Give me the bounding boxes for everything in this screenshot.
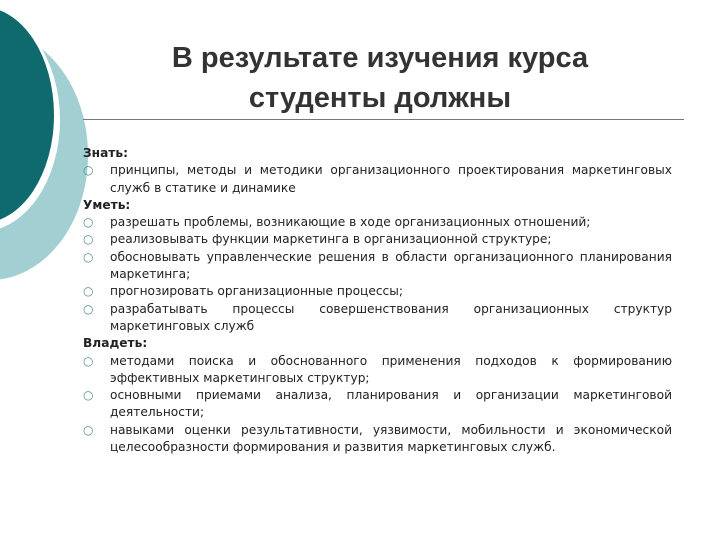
master-list	[83, 353, 672, 457]
title-divider	[83, 119, 684, 120]
bullet-icon: ○	[83, 249, 94, 264]
heading-know: Знать:	[83, 146, 128, 160]
bullet-icon: ○	[83, 301, 94, 316]
list-item: ○ методами поиска и обоснованного применения подходов к формированию эффективных маркетинговых структур;	[83, 353, 672, 385]
list-item: ○ основными приемами анализа, планирования и организации маркетинговой деятельности;	[83, 388, 672, 420]
bullet-icon: ○	[83, 422, 94, 437]
bullet-icon: ○	[83, 232, 94, 247]
list-item: ○ разрабатывать процессы совершенствования организационных структур маркетинговых служб	[83, 301, 672, 333]
bullet-icon: ○	[83, 163, 94, 178]
list-item: ○ разрешать проблемы, возникающие в ходе организационных отношений;	[83, 214, 672, 231]
bullet-icon: ○	[83, 353, 94, 368]
list-item: ○ обосновывать управленческие решения в области организационного планирования маркетинга;	[83, 249, 672, 282]
list-item: ○ принципы, методы и методики организационного проектирования маркетинговых служб в статике и динамике	[83, 163, 672, 195]
can-list	[83, 214, 672, 335]
list-item: ○ реализовывать функции маркетинга в организационной структуре;	[83, 231, 672, 248]
bullet-icon: ○	[83, 215, 94, 230]
title-line-1: В результате изучения курса	[171, 42, 589, 74]
slide-body	[83, 145, 672, 456]
title-line-2: студенты должны	[248, 82, 512, 114]
list-item: ○ прогнозировать организационные процессы;	[83, 283, 672, 300]
list-item: ○ навыками оценки результативности, уязвимости, мобильности и экономической целесообразности формирования и развития маркетинговых служб.	[83, 422, 672, 455]
bullet-icon: ○	[83, 284, 94, 299]
heading-master: Владеть:	[83, 336, 148, 351]
know-list	[83, 162, 672, 197]
bullet-icon: ○	[83, 388, 94, 403]
heading-can: Уметь:	[83, 197, 131, 212]
slide-title	[120, 38, 640, 118]
